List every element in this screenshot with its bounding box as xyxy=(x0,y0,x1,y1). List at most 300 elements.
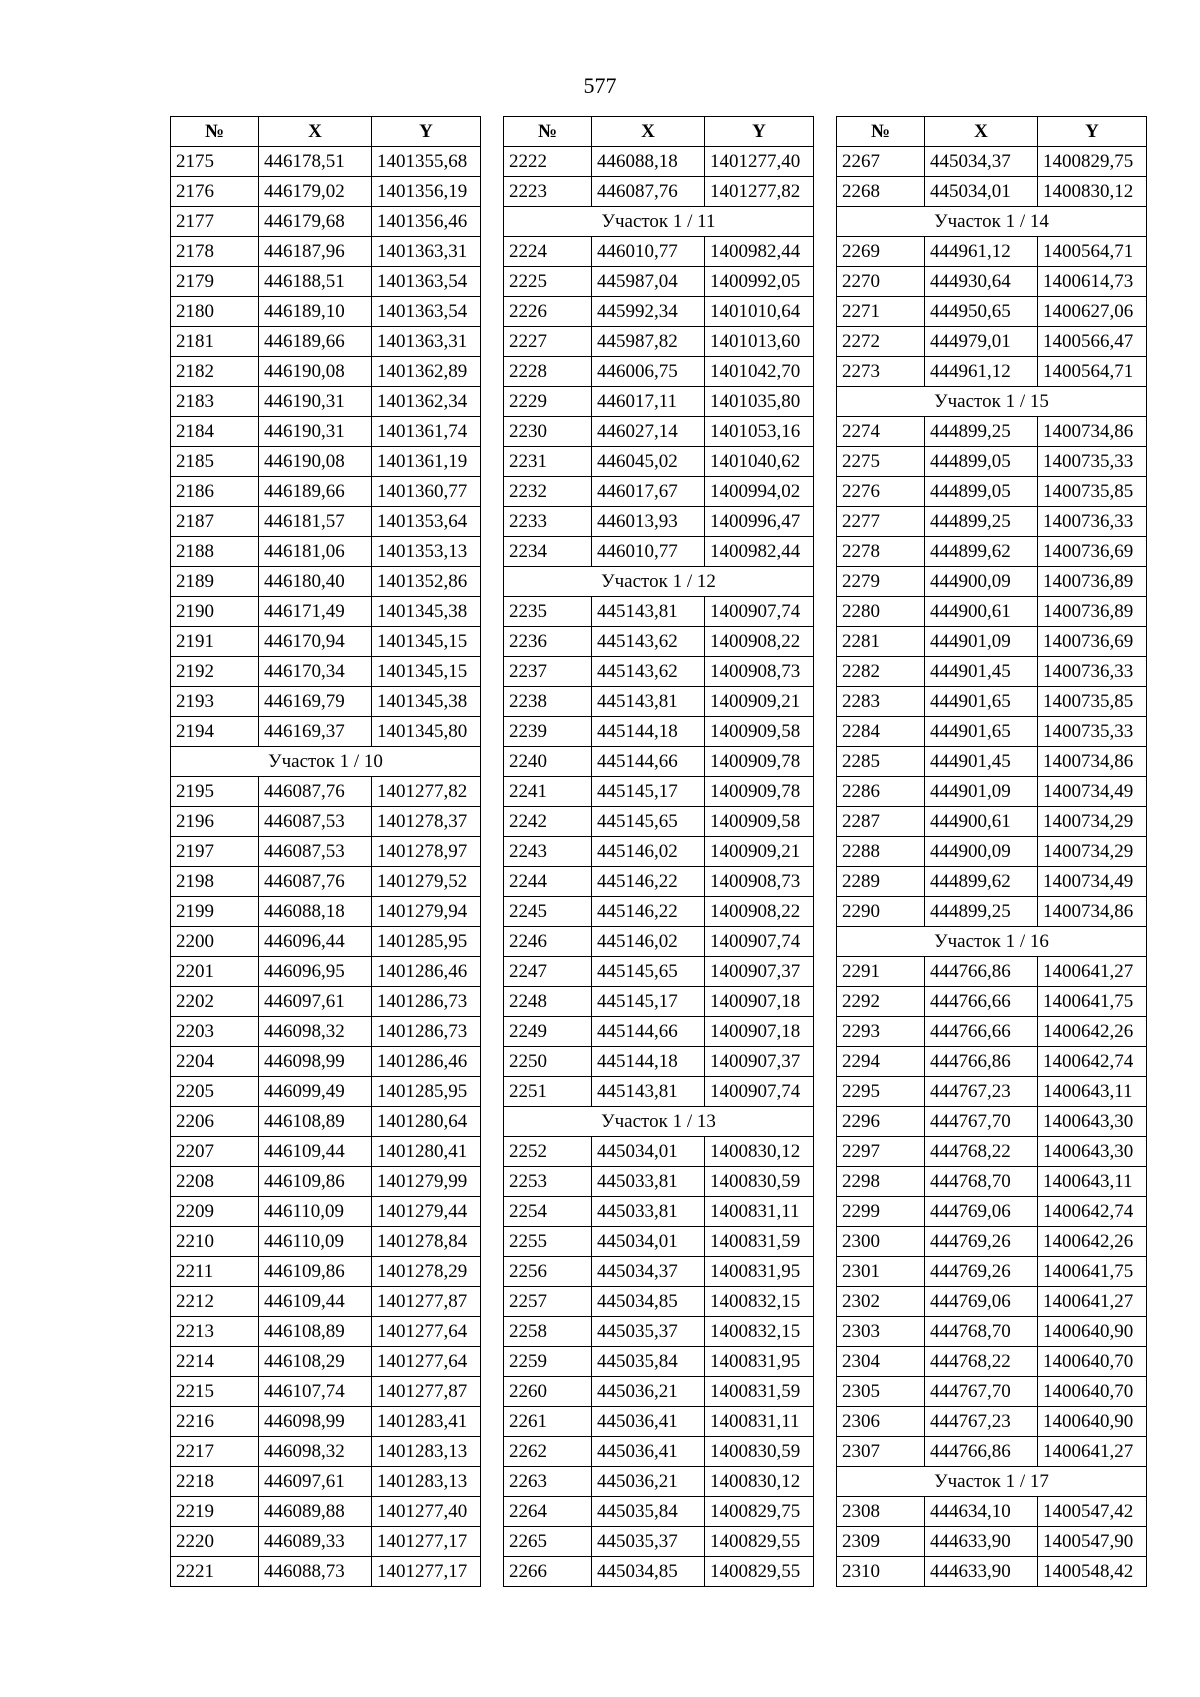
point-number-cell: 2250 xyxy=(504,1047,592,1077)
point-number-cell: 2243 xyxy=(504,837,592,867)
point-number-cell: 2267 xyxy=(837,147,925,177)
table-row xyxy=(504,1347,814,1377)
y-coordinate-cell: 1400734,86 xyxy=(1038,417,1147,447)
y-coordinate-cell: 1401277,17 xyxy=(372,1557,481,1587)
x-coordinate-cell: 445036,41 xyxy=(592,1407,705,1437)
point-number-cell: 2288 xyxy=(837,837,925,867)
table-row xyxy=(171,1497,481,1527)
x-coordinate-cell: 446169,37 xyxy=(259,717,372,747)
y-coordinate-cell: 1400627,06 xyxy=(1038,297,1147,327)
y-coordinate-cell: 1400907,74 xyxy=(705,597,814,627)
point-number-cell: 2297 xyxy=(837,1137,925,1167)
table-row xyxy=(837,777,1147,807)
point-number-cell: 2220 xyxy=(171,1527,259,1557)
table-row xyxy=(504,1197,814,1227)
point-number-cell: 2246 xyxy=(504,927,592,957)
point-number-cell: 2269 xyxy=(837,237,925,267)
table-row xyxy=(504,597,814,627)
y-coordinate-cell: 1400735,85 xyxy=(1038,477,1147,507)
x-coordinate-cell: 446096,44 xyxy=(259,927,372,957)
table-row xyxy=(837,1557,1147,1587)
x-coordinate-cell: 444900,61 xyxy=(925,807,1038,837)
x-coordinate-cell: 445145,65 xyxy=(592,957,705,987)
y-coordinate-cell: 1400909,78 xyxy=(705,747,814,777)
point-number-cell: 2308 xyxy=(837,1497,925,1527)
table-row xyxy=(171,957,481,987)
coordinates-table-2 xyxy=(503,116,814,1587)
table-row xyxy=(837,447,1147,477)
x-coordinate-cell: 445146,02 xyxy=(592,927,705,957)
section-row xyxy=(504,1107,814,1137)
table-row xyxy=(171,1227,481,1257)
y-coordinate-cell: 1401352,86 xyxy=(372,567,481,597)
point-number-cell: 2290 xyxy=(837,897,925,927)
table-row xyxy=(504,1497,814,1527)
x-coordinate-cell: 444633,90 xyxy=(925,1527,1038,1557)
x-coordinate-cell: 446098,32 xyxy=(259,1437,372,1467)
x-coordinate-cell: 444767,70 xyxy=(925,1107,1038,1137)
y-coordinate-cell: 1400641,27 xyxy=(1038,1287,1147,1317)
point-number-cell: 2256 xyxy=(504,1257,592,1287)
y-coordinate-cell: 1400736,33 xyxy=(1038,657,1147,687)
point-number-cell: 2306 xyxy=(837,1407,925,1437)
x-coordinate-cell: 446190,31 xyxy=(259,387,372,417)
table-row xyxy=(171,777,481,807)
point-number-cell: 2214 xyxy=(171,1347,259,1377)
point-number-cell: 2193 xyxy=(171,687,259,717)
point-number-cell: 2209 xyxy=(171,1197,259,1227)
table-row xyxy=(504,417,814,447)
x-coordinate-cell: 446108,89 xyxy=(259,1317,372,1347)
x-coordinate-cell: 444769,06 xyxy=(925,1287,1038,1317)
x-coordinate-cell: 444769,26 xyxy=(925,1257,1038,1287)
table-row xyxy=(171,597,481,627)
x-coordinate-cell: 446010,77 xyxy=(592,537,705,567)
table-row xyxy=(171,1317,481,1347)
point-number-cell: 2217 xyxy=(171,1437,259,1467)
table-row xyxy=(837,507,1147,537)
table-row xyxy=(837,1377,1147,1407)
table-row xyxy=(504,897,814,927)
point-number-cell: 2177 xyxy=(171,207,259,237)
table-row xyxy=(171,1527,481,1557)
x-coordinate-cell: 445146,22 xyxy=(592,897,705,927)
x-coordinate-cell: 445034,85 xyxy=(592,1557,705,1587)
point-number-cell: 2285 xyxy=(837,747,925,777)
section-label: Участок 1 / 12 xyxy=(504,567,814,597)
point-number-cell: 2211 xyxy=(171,1257,259,1287)
table-row xyxy=(504,957,814,987)
x-coordinate-cell: 446087,53 xyxy=(259,837,372,867)
y-coordinate-cell: 1400640,90 xyxy=(1038,1317,1147,1347)
x-coordinate-cell: 446087,76 xyxy=(592,177,705,207)
y-coordinate-cell: 1400908,73 xyxy=(705,867,814,897)
table-row xyxy=(171,717,481,747)
y-coordinate-cell: 1400831,95 xyxy=(705,1257,814,1287)
point-number-cell: 2301 xyxy=(837,1257,925,1287)
table-row xyxy=(171,297,481,327)
point-number-cell: 2215 xyxy=(171,1377,259,1407)
table-row xyxy=(837,297,1147,327)
point-number-cell: 2224 xyxy=(504,237,592,267)
y-coordinate-cell: 1400614,73 xyxy=(1038,267,1147,297)
table-row xyxy=(171,1557,481,1587)
y-coordinate-cell: 1400909,58 xyxy=(705,807,814,837)
point-number-cell: 2253 xyxy=(504,1167,592,1197)
table-row xyxy=(171,1407,481,1437)
point-number-cell: 2258 xyxy=(504,1317,592,1347)
x-coordinate-cell: 446087,53 xyxy=(259,807,372,837)
y-coordinate-cell: 1400909,21 xyxy=(705,837,814,867)
point-number-cell: 2229 xyxy=(504,387,592,417)
point-number-cell: 2292 xyxy=(837,987,925,1017)
x-coordinate-cell: 446181,57 xyxy=(259,507,372,537)
y-coordinate-cell: 1400829,75 xyxy=(705,1497,814,1527)
point-number-cell: 2207 xyxy=(171,1137,259,1167)
table-row xyxy=(504,807,814,837)
y-coordinate-cell: 1400909,78 xyxy=(705,777,814,807)
table-row xyxy=(837,987,1147,1017)
table-row xyxy=(837,1257,1147,1287)
y-coordinate-cell: 1400641,75 xyxy=(1038,1257,1147,1287)
table-row xyxy=(837,177,1147,207)
table-row xyxy=(837,1227,1147,1257)
x-coordinate-cell: 444767,23 xyxy=(925,1407,1038,1437)
point-number-cell: 2180 xyxy=(171,297,259,327)
x-coordinate-cell: 446178,51 xyxy=(259,147,372,177)
x-coordinate-cell: 446087,76 xyxy=(259,777,372,807)
y-coordinate-cell: 1400736,89 xyxy=(1038,567,1147,597)
point-number-cell: 2298 xyxy=(837,1167,925,1197)
point-number-cell: 2248 xyxy=(504,987,592,1017)
y-coordinate-cell: 1400736,69 xyxy=(1038,627,1147,657)
point-number-cell: 2274 xyxy=(837,417,925,447)
table-row xyxy=(504,717,814,747)
x-coordinate-cell: 444767,23 xyxy=(925,1077,1038,1107)
x-coordinate-cell: 446045,02 xyxy=(592,447,705,477)
x-coordinate-cell: 445143,62 xyxy=(592,627,705,657)
y-coordinate-cell: 1400641,27 xyxy=(1038,1437,1147,1467)
point-number-cell: 2251 xyxy=(504,1077,592,1107)
table-row xyxy=(504,1227,814,1257)
table-row xyxy=(504,507,814,537)
y-coordinate-cell: 1400734,29 xyxy=(1038,837,1147,867)
y-coordinate-cell: 1400829,75 xyxy=(1038,147,1147,177)
point-number-cell: 2254 xyxy=(504,1197,592,1227)
point-number-cell: 2210 xyxy=(171,1227,259,1257)
point-number-cell: 2185 xyxy=(171,447,259,477)
x-coordinate-cell: 445034,37 xyxy=(592,1257,705,1287)
table-row xyxy=(837,1017,1147,1047)
point-number-cell: 2176 xyxy=(171,177,259,207)
section-row xyxy=(837,207,1147,237)
y-coordinate-cell: 1400831,95 xyxy=(705,1347,814,1377)
x-coordinate-cell: 445146,22 xyxy=(592,867,705,897)
x-coordinate-cell: 446088,18 xyxy=(259,897,372,927)
table-row xyxy=(171,447,481,477)
x-coordinate-cell: 446170,94 xyxy=(259,627,372,657)
point-number-cell: 2271 xyxy=(837,297,925,327)
y-coordinate-cell: 1401277,17 xyxy=(372,1527,481,1557)
x-coordinate-cell: 445033,81 xyxy=(592,1167,705,1197)
table-row xyxy=(837,147,1147,177)
section-label: Участок 1 / 16 xyxy=(837,927,1147,957)
point-number-cell: 2247 xyxy=(504,957,592,987)
x-coordinate-cell: 444899,05 xyxy=(925,477,1038,507)
x-coordinate-cell: 445146,02 xyxy=(592,837,705,867)
y-coordinate-cell: 1401013,60 xyxy=(705,327,814,357)
y-coordinate-cell: 1401286,46 xyxy=(372,1047,481,1077)
point-number-cell: 2183 xyxy=(171,387,259,417)
table-row xyxy=(837,957,1147,987)
y-coordinate-cell: 1400734,49 xyxy=(1038,867,1147,897)
y-coordinate-cell: 1400564,71 xyxy=(1038,237,1147,267)
point-number-cell: 2282 xyxy=(837,657,925,687)
x-coordinate-cell: 446110,09 xyxy=(259,1227,372,1257)
point-number-cell: 2228 xyxy=(504,357,592,387)
point-number-cell: 2275 xyxy=(837,447,925,477)
y-coordinate-cell: 1400907,37 xyxy=(705,957,814,987)
point-number-cell: 2279 xyxy=(837,567,925,597)
point-number-cell: 2232 xyxy=(504,477,592,507)
y-coordinate-cell: 1401355,68 xyxy=(372,147,481,177)
table-row xyxy=(504,177,814,207)
section-label: Участок 1 / 11 xyxy=(504,207,814,237)
table-row xyxy=(504,657,814,687)
y-coordinate-cell: 1401283,13 xyxy=(372,1467,481,1497)
x-coordinate-cell: 446006,75 xyxy=(592,357,705,387)
x-coordinate-cell: 445034,01 xyxy=(925,177,1038,207)
point-number-cell: 2278 xyxy=(837,537,925,567)
y-coordinate-cell: 1401053,16 xyxy=(705,417,814,447)
table-row xyxy=(837,897,1147,927)
section-row xyxy=(171,747,481,777)
table-row xyxy=(504,927,814,957)
x-coordinate-cell: 444901,09 xyxy=(925,627,1038,657)
x-coordinate-cell: 446171,49 xyxy=(259,597,372,627)
section-label: Участок 1 / 15 xyxy=(837,387,1147,417)
table-row xyxy=(837,597,1147,627)
table-row xyxy=(504,1467,814,1497)
point-number-cell: 2205 xyxy=(171,1077,259,1107)
point-number-cell: 2195 xyxy=(171,777,259,807)
column-header-number: № xyxy=(171,117,259,147)
x-coordinate-cell: 444961,12 xyxy=(925,357,1038,387)
x-coordinate-cell: 444900,09 xyxy=(925,837,1038,867)
y-coordinate-cell: 1400640,90 xyxy=(1038,1407,1147,1437)
table-row xyxy=(171,1077,481,1107)
point-number-cell: 2196 xyxy=(171,807,259,837)
y-coordinate-cell: 1400832,15 xyxy=(705,1317,814,1347)
point-number-cell: 2197 xyxy=(171,837,259,867)
y-coordinate-cell: 1400829,55 xyxy=(705,1557,814,1587)
table-row xyxy=(504,147,814,177)
y-coordinate-cell: 1400908,73 xyxy=(705,657,814,687)
x-coordinate-cell: 446189,10 xyxy=(259,297,372,327)
y-coordinate-cell: 1400831,11 xyxy=(705,1407,814,1437)
point-number-cell: 2304 xyxy=(837,1347,925,1377)
point-number-cell: 2273 xyxy=(837,357,925,387)
x-coordinate-cell: 444768,70 xyxy=(925,1167,1038,1197)
y-coordinate-cell: 1400642,74 xyxy=(1038,1047,1147,1077)
x-coordinate-cell: 446181,06 xyxy=(259,537,372,567)
y-coordinate-cell: 1401277,87 xyxy=(372,1377,481,1407)
table-row xyxy=(837,1107,1147,1137)
table-row xyxy=(171,1047,481,1077)
x-coordinate-cell: 444899,25 xyxy=(925,507,1038,537)
point-number-cell: 2187 xyxy=(171,507,259,537)
table-row xyxy=(837,1137,1147,1167)
x-coordinate-cell: 444900,61 xyxy=(925,597,1038,627)
section-label: Участок 1 / 13 xyxy=(504,1107,814,1137)
y-coordinate-cell: 1401277,40 xyxy=(705,147,814,177)
section-label: Участок 1 / 14 xyxy=(837,207,1147,237)
point-number-cell: 2178 xyxy=(171,237,259,267)
table-row xyxy=(837,747,1147,777)
point-number-cell: 2309 xyxy=(837,1527,925,1557)
x-coordinate-cell: 445987,04 xyxy=(592,267,705,297)
table-row xyxy=(504,447,814,477)
column-header-y: Y xyxy=(1038,117,1147,147)
y-coordinate-cell: 1400736,89 xyxy=(1038,597,1147,627)
y-coordinate-cell: 1401035,80 xyxy=(705,387,814,417)
table-row xyxy=(504,867,814,897)
column-header-number: № xyxy=(504,117,592,147)
point-number-cell: 2235 xyxy=(504,597,592,627)
point-number-cell: 2280 xyxy=(837,597,925,627)
y-coordinate-cell: 1401010,64 xyxy=(705,297,814,327)
y-coordinate-cell: 1401345,38 xyxy=(372,687,481,717)
y-coordinate-cell: 1400640,70 xyxy=(1038,1347,1147,1377)
x-coordinate-cell: 445144,66 xyxy=(592,747,705,777)
point-number-cell: 2200 xyxy=(171,927,259,957)
point-number-cell: 2299 xyxy=(837,1197,925,1227)
point-number-cell: 2255 xyxy=(504,1227,592,1257)
column-header-x: X xyxy=(925,117,1038,147)
y-coordinate-cell: 1401286,73 xyxy=(372,987,481,1017)
x-coordinate-cell: 445987,82 xyxy=(592,327,705,357)
table-row xyxy=(171,657,481,687)
point-number-cell: 2231 xyxy=(504,447,592,477)
y-coordinate-cell: 1400907,74 xyxy=(705,927,814,957)
y-coordinate-cell: 1401277,87 xyxy=(372,1287,481,1317)
y-coordinate-cell: 1400641,75 xyxy=(1038,987,1147,1017)
x-coordinate-cell: 446087,76 xyxy=(259,867,372,897)
point-number-cell: 2291 xyxy=(837,957,925,987)
point-number-cell: 2237 xyxy=(504,657,592,687)
table-row xyxy=(504,1527,814,1557)
table-row xyxy=(837,1197,1147,1227)
x-coordinate-cell: 446170,34 xyxy=(259,657,372,687)
x-coordinate-cell: 446109,86 xyxy=(259,1257,372,1287)
point-number-cell: 2233 xyxy=(504,507,592,537)
point-number-cell: 2201 xyxy=(171,957,259,987)
x-coordinate-cell: 444766,86 xyxy=(925,1047,1038,1077)
x-coordinate-cell: 445992,34 xyxy=(592,297,705,327)
point-number-cell: 2226 xyxy=(504,297,592,327)
point-number-cell: 2249 xyxy=(504,1017,592,1047)
table-row xyxy=(837,1167,1147,1197)
point-number-cell: 2244 xyxy=(504,867,592,897)
table-row xyxy=(171,1467,481,1497)
x-coordinate-cell: 444899,25 xyxy=(925,417,1038,447)
x-coordinate-cell: 446108,29 xyxy=(259,1347,372,1377)
y-coordinate-cell: 1401277,82 xyxy=(372,777,481,807)
x-coordinate-cell: 444899,25 xyxy=(925,897,1038,927)
x-coordinate-cell: 446088,73 xyxy=(259,1557,372,1587)
table-row xyxy=(171,267,481,297)
point-number-cell: 2188 xyxy=(171,537,259,567)
table-row xyxy=(837,807,1147,837)
y-coordinate-cell: 1400642,26 xyxy=(1038,1017,1147,1047)
x-coordinate-cell: 445035,84 xyxy=(592,1347,705,1377)
y-coordinate-cell: 1400909,21 xyxy=(705,687,814,717)
table-row xyxy=(837,537,1147,567)
y-coordinate-cell: 1400831,59 xyxy=(705,1377,814,1407)
x-coordinate-cell: 445034,01 xyxy=(592,1137,705,1167)
table-row xyxy=(171,1287,481,1317)
table-row xyxy=(504,747,814,777)
y-coordinate-cell: 1401278,84 xyxy=(372,1227,481,1257)
point-number-cell: 2276 xyxy=(837,477,925,507)
y-coordinate-cell: 1401353,13 xyxy=(372,537,481,567)
y-coordinate-cell: 1401361,19 xyxy=(372,447,481,477)
point-number-cell: 2234 xyxy=(504,537,592,567)
y-coordinate-cell: 1400642,74 xyxy=(1038,1197,1147,1227)
point-number-cell: 2240 xyxy=(504,747,592,777)
table-row xyxy=(171,417,481,447)
x-coordinate-cell: 446169,79 xyxy=(259,687,372,717)
y-coordinate-cell: 1401277,82 xyxy=(705,177,814,207)
x-coordinate-cell: 444930,64 xyxy=(925,267,1038,297)
x-coordinate-cell: 446189,66 xyxy=(259,477,372,507)
x-coordinate-cell: 445143,81 xyxy=(592,1077,705,1107)
x-coordinate-cell: 445143,81 xyxy=(592,687,705,717)
section-row xyxy=(837,1467,1147,1497)
y-coordinate-cell: 1400907,18 xyxy=(705,987,814,1017)
y-coordinate-cell: 1400907,74 xyxy=(705,1077,814,1107)
table-header-row xyxy=(837,117,1147,147)
section-row xyxy=(504,567,814,597)
point-number-cell: 2227 xyxy=(504,327,592,357)
point-number-cell: 2202 xyxy=(171,987,259,1017)
table-row xyxy=(504,357,814,387)
y-coordinate-cell: 1401280,64 xyxy=(372,1107,481,1137)
point-number-cell: 2192 xyxy=(171,657,259,687)
y-coordinate-cell: 1400982,44 xyxy=(705,537,814,567)
point-number-cell: 2230 xyxy=(504,417,592,447)
y-coordinate-cell: 1401360,77 xyxy=(372,477,481,507)
x-coordinate-cell: 444901,45 xyxy=(925,747,1038,777)
x-coordinate-cell: 445034,37 xyxy=(925,147,1038,177)
coordinates-table-3 xyxy=(836,116,1147,1587)
y-coordinate-cell: 1400831,59 xyxy=(705,1227,814,1257)
y-coordinate-cell: 1400996,47 xyxy=(705,507,814,537)
x-coordinate-cell: 444768,70 xyxy=(925,1317,1038,1347)
y-coordinate-cell: 1400643,11 xyxy=(1038,1167,1147,1197)
table-row xyxy=(171,687,481,717)
point-number-cell: 2190 xyxy=(171,597,259,627)
x-coordinate-cell: 446109,44 xyxy=(259,1287,372,1317)
point-number-cell: 2245 xyxy=(504,897,592,927)
x-coordinate-cell: 446190,31 xyxy=(259,417,372,447)
y-coordinate-cell: 1401277,64 xyxy=(372,1317,481,1347)
point-number-cell: 2294 xyxy=(837,1047,925,1077)
table-row xyxy=(171,1197,481,1227)
table-row xyxy=(171,837,481,867)
point-number-cell: 2287 xyxy=(837,807,925,837)
y-coordinate-cell: 1401345,15 xyxy=(372,657,481,687)
